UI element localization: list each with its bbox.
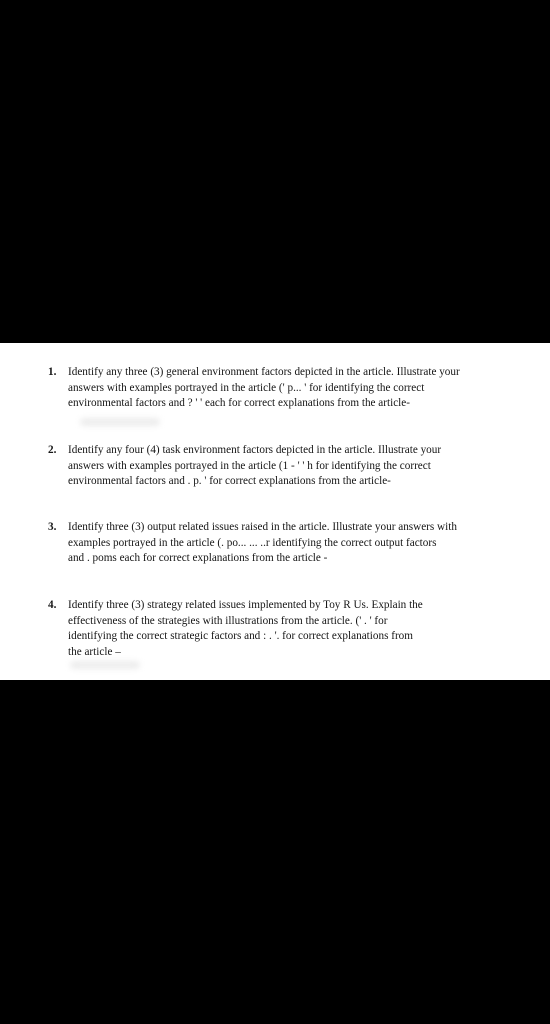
question-line: Identify any four (4) task environment factors depicted in the article. Illustrate your: [68, 444, 442, 456]
question-line: the article –: [68, 645, 121, 658]
question-line: environmental factors and ? ' ' each for correct explanations from the article-: [68, 397, 410, 410]
question-line: identifying the correct strategic factors and : . '. for correct explanations from: [68, 630, 413, 643]
question-text: [68, 520, 508, 567]
question-1: [48, 365, 508, 412]
question-text: [68, 443, 508, 490]
question-text: [68, 365, 508, 412]
question-line: environmental factors and . p. ' for correct explanations from the article-: [68, 475, 391, 488]
question-line: examples portrayed in the article (. po... ... ..r identifying the correct output factors: [68, 536, 437, 549]
question-number: 2.: [48, 444, 57, 456]
question-2: [48, 443, 508, 490]
smudge: [70, 661, 140, 669]
question-line: answers with examples portrayed in the article (1 - ' ' h for identifying the correct: [68, 459, 431, 472]
question-line: and . poms each for correct explanations from the article -: [68, 552, 328, 565]
question-line: effectiveness of the strategies with illustrations from the article. (' . ' for: [68, 614, 388, 627]
question-line: answers with examples portrayed in the article (' p... ' for identifying the correct: [68, 381, 425, 394]
question-4: [48, 598, 508, 660]
question-3: [48, 520, 508, 567]
question-line: Identify three (3) strategy related issues implemented by Toy R Us. Explain the: [68, 599, 423, 611]
question-number: 1.: [48, 366, 57, 378]
question-number: 4.: [48, 599, 57, 611]
question-line: Identify three (3) output related issues raised in the article. Illustrate your answers with: [68, 521, 457, 533]
question-line: Identify any three (3) general environment factors depicted in the article. Illustrate your: [68, 366, 460, 378]
question-text: [68, 598, 508, 660]
smudge: [80, 418, 160, 426]
document-page: [0, 343, 550, 680]
question-number: 3.: [48, 521, 57, 533]
